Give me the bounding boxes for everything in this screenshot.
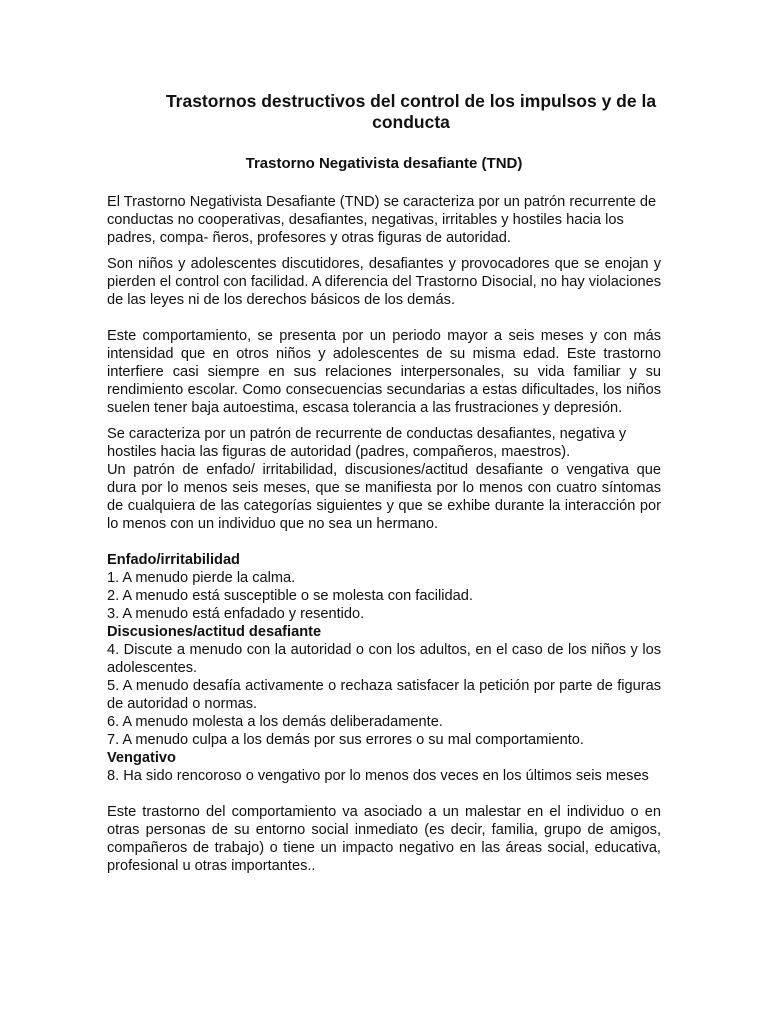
criteria-item: 7. A menudo culpa a los demás por sus errores o su mal comportamiento. bbox=[107, 732, 584, 748]
criteria-item: 1. A menudo pierde la calma. bbox=[107, 570, 296, 586]
criteria-item: 5. A menudo desafía activamente o rechaza satisfacer la petición por parte de figuras de autoridad o normas. bbox=[107, 678, 661, 712]
criteria-heading-vindictive: Vengativo bbox=[107, 750, 176, 766]
criteria-item: 3. A menudo está enfadado y resentido. bbox=[107, 606, 365, 622]
criteria-item: 8. Ha sido rencoroso o vengativo por lo menos dos veces en los últimos seis meses bbox=[107, 768, 649, 784]
document-subtitle: Trastorno Negativista desafiante (TND) bbox=[245, 155, 523, 172]
document-title: Trastornos destructivos del control de los impulsos y de la conducta bbox=[165, 91, 657, 132]
paragraph-description: Son niños y adolescentes discutidores, desafiantes y provocadores que se enojan y pierden el control con facilidad. A diferencia del Trastorno Disocial, no hay violaciones de las leyes ni de los derechos básicos de los demás. bbox=[107, 256, 661, 308]
criteria-item: 6. A menudo molesta a los demás deliberadamente. bbox=[107, 714, 443, 730]
criteria-item: 2. A menudo está susceptible o se molesta con facilidad. bbox=[107, 588, 473, 604]
paragraph-behavior: Este comportamiento, se presenta por un periodo mayor a seis meses y con más intensidad que en otros niños y adolescentes de su misma edad. Este trastorno interfiere casi siempre en sus relaciones interpersonales, su vida familiar y su rendimiento escolar. Como consecuencias secundarias a estas dificultades, los niños suelen tener baja autoestima, escasa tolerancia a las frustraciones y depresión. bbox=[107, 328, 661, 416]
criteria-list bbox=[107, 551, 661, 785]
document-page bbox=[107, 91, 661, 875]
criteria-heading-irritability: Enfado/irritabilidad bbox=[107, 552, 240, 568]
paragraph-criteria-intro: Un patrón de enfado/ irritabilidad, discusiones/actitud desafiante o vengativa que dura por lo menos seis meses, que se manifiesta por lo menos con cuatro síntomas de cualquiera de las categorías siguientes y que se exhibe durante la interacción por lo menos con un individuo que no sea un hermano. bbox=[107, 462, 661, 532]
criteria-heading-defiance: Discusiones/actitud desafiante bbox=[107, 624, 322, 640]
criteria-item: 4. Discute a menudo con la autoridad o con los adultos, en el caso de los niños y los adolescentes. bbox=[107, 642, 661, 676]
paragraph-pattern: Se caracteriza por un patrón de recurrente de conductas desafiantes, negativa y hostiles hacia las figuras de autoridad (padres, compañeros, maestros). bbox=[107, 426, 627, 460]
paragraph-definition: El Trastorno Negativista Desafiante (TND) se caracteriza por un patrón recurrente de conductas no cooperativas, desafiantes, negativas, irritables y hostiles hacia los padres, compa- ñeros, profesores y otras figuras de autoridad. bbox=[107, 194, 657, 246]
paragraph-closing: Este trastorno del comportamiento va asociado a un malestar en el individuo o en otras personas de su entorno social inmediato (es decir, familia, grupo de amigos, compañeros de trabajo) o tiene un impacto negativo en las áreas social, educativa, profesional u otras importantes.. bbox=[107, 804, 661, 874]
